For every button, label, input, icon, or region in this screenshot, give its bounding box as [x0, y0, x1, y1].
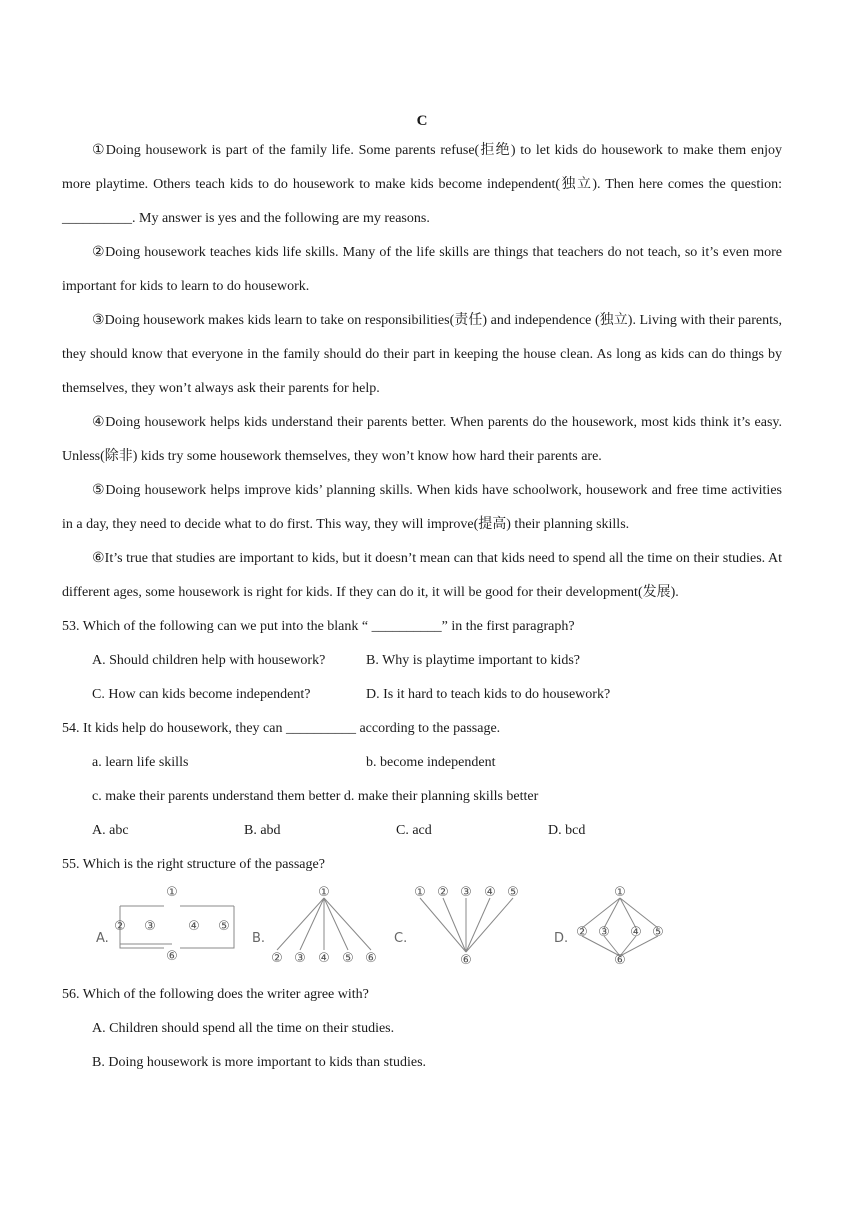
- question-54-options: [62, 814, 782, 848]
- diagram-b-node-6: ⑥: [365, 951, 377, 966]
- diagram-c-node-4: ④: [484, 885, 496, 900]
- diagram-d-edge-1-5: [620, 898, 658, 928]
- diagram-c-edge-5: [466, 898, 513, 952]
- question-54-option-c: C. acd: [396, 823, 432, 838]
- paragraph-4: ④Doing housework helps kids understand their parents better. When parents do the housework, most kids think it’s easy. Unless(除非) kids try some housework themselves, they won’t know how hard their parents are.: [62, 415, 782, 464]
- question-53-stem: 53. Which of the following can we put into the blank “ __________” in the first paragraph?: [62, 619, 575, 634]
- question-56-option-a: A. Children should spend all the time on their studies.: [92, 1021, 395, 1036]
- question-54-item-b: b. become independent: [366, 755, 496, 770]
- diagram-d-edge-1-3: [604, 898, 620, 928]
- diagram-b: [252, 885, 377, 966]
- diagram-d-edge-1-2: [582, 898, 620, 928]
- question-54-item-a: a. learn life skills: [92, 755, 189, 770]
- question-53-option-c: C. How can kids become independent?: [92, 687, 311, 702]
- paragraph-2: ②Doing housework teaches kids life skills. Many of the life skills are things that teachers do not teach, so it’s even more important for kids to learn to do housework.: [62, 245, 782, 294]
- diagram-a-node-6: ⑥: [166, 949, 178, 964]
- question-53-options-row-2: [62, 678, 782, 712]
- question-54-option-a: A. abc: [92, 823, 129, 838]
- question-54-option-b: B. abd: [244, 823, 281, 838]
- paragraph-1: ①Doing housework is part of the family life. Some parents refuse(拒绝) to let kids do housework to make them enjoy more playtime. Others teach kids to do housework to make kids become independent(独立). Then here comes the question: __________. My answer is yes and the following are my reasons.: [62, 143, 782, 226]
- question-54-items-row-1: [62, 746, 782, 780]
- paragraph-3: ③Doing housework makes kids learn to take on responsibilities(责任) and independence (独立). Living with their parents, they should know that everyone in the family should do their part in keeping the house clean. As long as kids can do things by themselves, they won’t always ask their parents for help.: [62, 313, 782, 396]
- diagram-a-node-5: ⑤: [218, 919, 230, 934]
- diagram-d-node-5: ⑤: [652, 925, 664, 940]
- document-page: [62, 108, 782, 1080]
- diagram-c: [394, 885, 519, 968]
- diagram-b-edge-5: [324, 898, 348, 950]
- question-56-option-b: B. Doing housework is more important to kids than studies.: [92, 1055, 427, 1070]
- diagram-a-node-4: ④: [188, 919, 200, 934]
- question-55-stem: 55. Which is the right structure of the passage?: [62, 857, 325, 872]
- diagram-b-node-1: ①: [318, 885, 330, 900]
- diagram-d-node-2: ②: [576, 925, 588, 940]
- diagram-d-node-1: ①: [614, 885, 626, 900]
- diagram-b-edge-2: [277, 898, 324, 950]
- diagram-c-label: C.: [394, 931, 408, 946]
- diagram-d: [554, 885, 664, 968]
- diagram-b-label: B.: [252, 931, 266, 946]
- diagram-b-node-4: ④: [318, 951, 330, 966]
- diagram-b-edge-3: [300, 898, 324, 950]
- diagram-c-edge-4: [466, 898, 490, 952]
- diagram-d-edge-1-4: [620, 898, 636, 928]
- diagram-b-node-2: ②: [271, 951, 283, 966]
- paragraph-6: ⑥It’s true that studies are important to kids, but it doesn’t mean can that kids need to spend all the time on their studies. At different ages, some housework is right for kids. If they can do it, it will be good for their development(发展).: [62, 551, 782, 600]
- diagram-c-node-6: ⑥: [460, 953, 472, 968]
- question-54-item-cd: c. make their parents understand them better d. make their planning skills better: [92, 789, 539, 804]
- question-54-stem: 54. It kids help do housework, they can __________ according to the passage.: [62, 721, 501, 736]
- diagram-a-node-3: ③: [144, 919, 156, 934]
- diagram-d-node-3: ③: [598, 925, 610, 940]
- question-53-option-a: A. Should children help with housework?: [92, 653, 326, 668]
- diagram-b-node-3: ③: [294, 951, 306, 966]
- question-54-option-d: D. bcd: [548, 823, 586, 838]
- structure-diagrams: [62, 884, 782, 974]
- question-56-stem: 56. Which of the following does the writer agree with?: [62, 987, 369, 1002]
- diagram-a-node-2: ②: [114, 919, 126, 934]
- diagram-a-bottom-left: [120, 944, 164, 948]
- diagram-c-node-5: ⑤: [507, 885, 519, 900]
- diagram-a-label: A.: [96, 931, 109, 946]
- diagram-a: [96, 885, 234, 964]
- question-53-option-b: B. Why is playtime important to kids?: [366, 653, 580, 668]
- structure-diagram-figure: [92, 884, 712, 974]
- diagram-a-bottom-right: [180, 944, 234, 948]
- diagram-d-label: D.: [554, 931, 569, 946]
- diagram-c-node-2: ②: [437, 885, 449, 900]
- section-title: C: [416, 113, 428, 129]
- diagram-c-node-3: ③: [460, 885, 472, 900]
- diagram-c-edge-2: [443, 898, 466, 952]
- diagram-b-node-5: ⑤: [342, 951, 354, 966]
- diagram-b-edge-6: [324, 898, 371, 950]
- diagram-d-node-6: ⑥: [614, 953, 626, 968]
- diagram-a-node-1: ①: [166, 885, 178, 900]
- question-53-option-d: D. Is it hard to teach kids to do housework?: [366, 687, 611, 702]
- question-53-options-row-1: [62, 644, 782, 678]
- diagram-c-node-1: ①: [414, 885, 426, 900]
- paragraph-5: ⑤Doing housework helps improve kids’ planning skills. When kids have schoolwork, housework and free time activities in a day, they need to decide what to do first. This way, they will improve(提高) their planning skills.: [62, 483, 782, 532]
- diagram-c-edge-1: [420, 898, 466, 952]
- diagram-d-node-4: ④: [630, 925, 642, 940]
